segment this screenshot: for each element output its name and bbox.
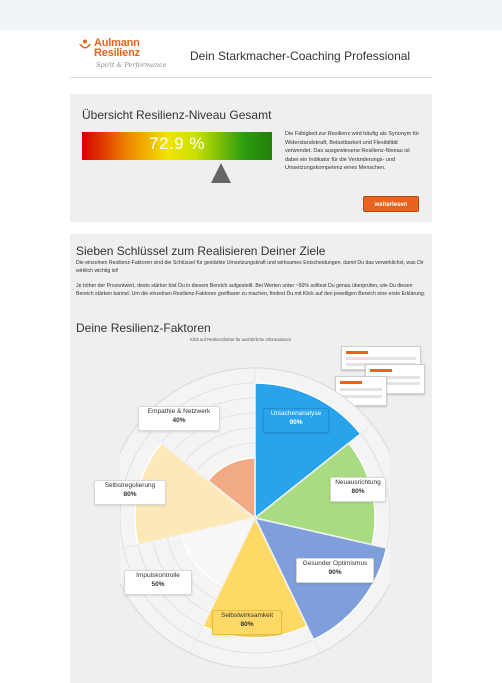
- click-hint: Klick auf Resilienzfaktor für ausführliche Informationen: [190, 337, 292, 342]
- factor-name: Selbstregulierung: [104, 482, 156, 489]
- factor-name: Neuausrichtung: [335, 479, 381, 486]
- factor-value: 90%: [328, 569, 342, 576]
- factor-name: Impulskontrolle: [136, 572, 180, 579]
- overview-title: Übersicht Resilienz-Niveau Gesamt: [82, 108, 272, 122]
- label-gesunder-optimismus[interactable]: [296, 558, 374, 583]
- factors-card: [70, 234, 432, 683]
- logo[interactable]: [78, 38, 178, 74]
- keys-paragraph-1: Die einzelnen Resilienz-Faktoren sind die Schlüssel für gestärkte Umsetzungskraft und wirksames Entscheidungen, damit Du das verwirklichst, was Dir wirklich wichtig ist!: [76, 260, 424, 275]
- logo-text-line1: Aulmann: [94, 37, 140, 49]
- overview-description: Die Fähigkeit zur Resilienz wird häufig als Synonym für Widerstandskraft, Belastbarkeit und Flexibilität verwendet. Das ausgewiesene Resilienz-Niveau ist dabei ein Indikator für die Veränderungs- und Umsetzungskompetenz eines Menschen.: [285, 131, 420, 171]
- label-empathie-netzwerk[interactable]: [138, 406, 220, 431]
- read-more-button[interactable]: weiterlesen: [363, 196, 419, 212]
- gauge-pointer-icon: [211, 163, 231, 183]
- label-selbstwirksamkeit[interactable]: [212, 610, 282, 635]
- top-band: [0, 0, 502, 30]
- factor-name: Ursachenanalyse: [270, 410, 322, 417]
- factor-value: 50%: [151, 581, 165, 588]
- factor-value: 90%: [289, 419, 303, 426]
- resilience-factors-chart: [104, 356, 390, 676]
- logo-text-line2: Resilienz: [94, 47, 140, 59]
- label-selbstregulierung[interactable]: [94, 480, 166, 505]
- keys-title: Sieben Schlüssel zum Realisieren Deiner Ziele: [76, 244, 326, 258]
- page-title: Dein Starkmacher-Coaching Professional: [190, 49, 411, 63]
- label-impulskontrolle[interactable]: [124, 570, 192, 595]
- keys-paragraph-2: Je höher der Prozentwert, desto stärker bist Du in diesem Bereich aufgestellt. Bei Werten unter ~50% solltest Du genau überprüfen, wie Du diesen Bereich stärken kannst. Um die einzelnen Resilienz-Faktoren greifbarer zu machen, findest Du mit Klick auf den jeweiligen Bereich eine erste Erklärung.: [76, 283, 426, 298]
- factor-value: 80%: [351, 488, 365, 495]
- overview-card: [70, 94, 432, 222]
- factor-name: Selbstwirksamkeit: [220, 612, 273, 619]
- factor-value: 80%: [123, 491, 137, 498]
- page-header: [70, 36, 432, 78]
- logo-tagline: Spirit & Performance: [96, 61, 167, 69]
- logo-figure-icon: [78, 39, 92, 53]
- factor-name: Gesunder Optimismus: [302, 560, 368, 567]
- factor-name: Empathie & Netzwerk: [147, 408, 211, 415]
- label-ursachenanalyse[interactable]: [263, 408, 329, 433]
- factor-value: 80%: [240, 621, 254, 628]
- factor-value: 40%: [172, 417, 186, 424]
- gauge-value: 72.9 %: [149, 134, 205, 153]
- label-neuausrichtung[interactable]: [330, 477, 386, 502]
- factors-subtitle: Deine Resilienz-Faktoren: [76, 321, 211, 335]
- resilience-gauge: [82, 132, 272, 160]
